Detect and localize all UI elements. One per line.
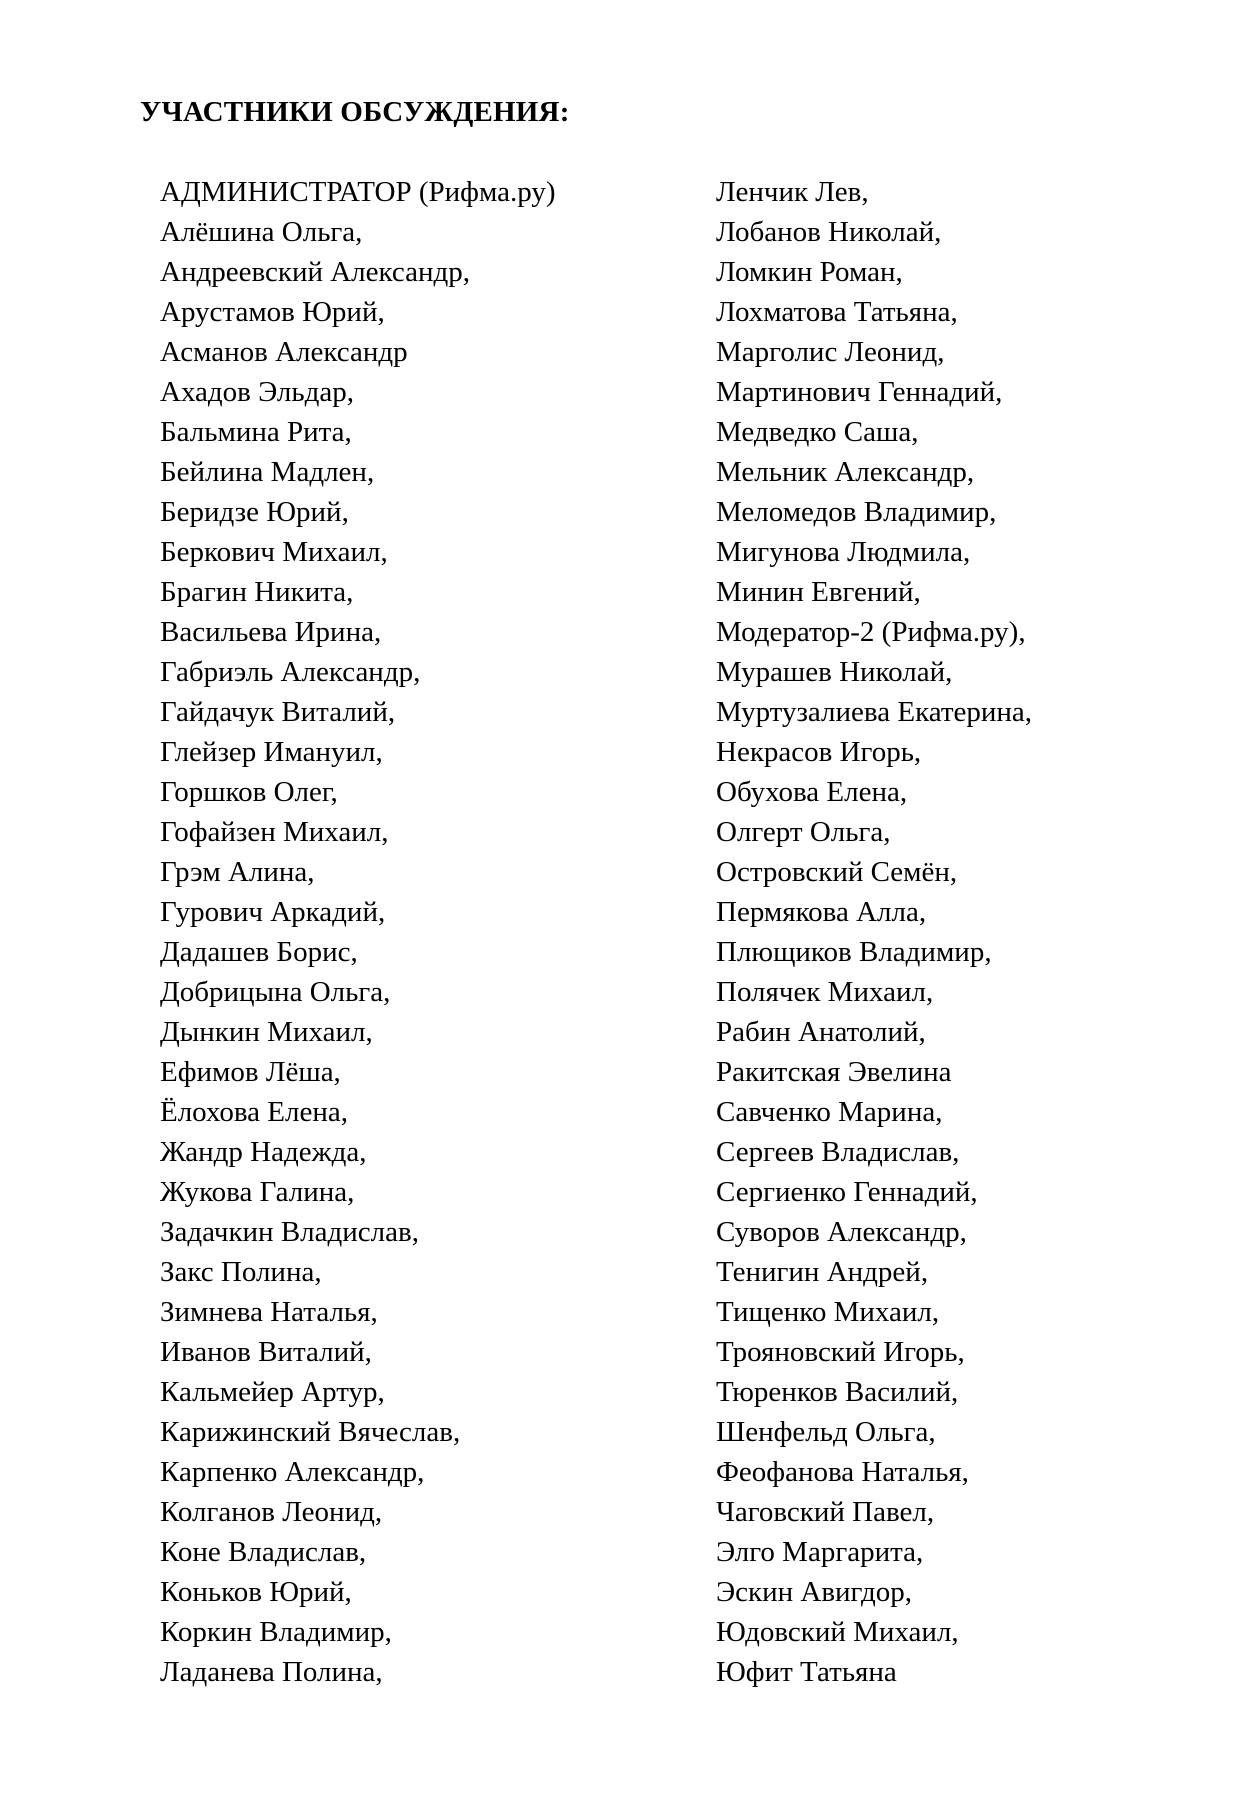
- participant-name: Жукова Галина,: [160, 1176, 355, 1208]
- participant-name: Кальмейер Артур,: [160, 1376, 385, 1408]
- page-title: УЧАСТНИКИ ОБСУЖДЕНИЯ:: [140, 96, 570, 128]
- participant-name: Гайдачук Виталий,: [160, 696, 396, 728]
- participant-name: Добрицына Ольга,: [160, 976, 391, 1008]
- participants-list-right: [716, 172, 1032, 1692]
- participant-name: Асманов Александр: [160, 336, 408, 368]
- participant-name: АДМИНИСТРАТОР (Рифма.ру): [160, 176, 556, 208]
- participant-name: Олгерт Ольга,: [716, 816, 891, 848]
- participant-name: Эскин Авигдор,: [716, 1576, 913, 1608]
- participant-name: Габриэль Александр,: [160, 656, 421, 688]
- participant-name: Карижинский Вячеслав,: [160, 1416, 461, 1448]
- participant-name: Юдовский Михаил,: [716, 1616, 959, 1648]
- participant-name: Ёлохова Елена,: [160, 1096, 348, 1128]
- participant-name: Медведко Саша,: [716, 416, 919, 448]
- participant-name: Ахадов Эльдар,: [160, 376, 354, 408]
- participant-name: Иванов Виталий,: [160, 1336, 372, 1368]
- participant-name: Коне Владислав,: [160, 1536, 367, 1568]
- participant-name: Ракитская Эвелина: [716, 1056, 952, 1088]
- participant-name: Беридзе Юрий,: [160, 496, 349, 528]
- participant-name: Тищенко Михаил,: [716, 1296, 940, 1328]
- participant-name: Шенфельд Ольга,: [716, 1416, 936, 1448]
- participant-name: Задачкин Владислав,: [160, 1216, 419, 1248]
- participant-name: Васильева Ирина,: [160, 616, 382, 648]
- participant-name: Жандр Надежда,: [160, 1136, 367, 1168]
- participant-name: Меломедов Владимир,: [716, 496, 997, 528]
- participant-name: Плющиков Владимир,: [716, 936, 992, 968]
- participant-name: Чаговский Павел,: [716, 1496, 935, 1528]
- participant-name: Бальмина Рита,: [160, 416, 352, 448]
- participant-name: Муртузалиева Екатерина,: [716, 696, 1033, 728]
- participant-name: Мигунова Людмила,: [716, 536, 971, 568]
- participant-name: Закс Полина,: [160, 1256, 322, 1288]
- participant-name: Беркович Михаил,: [160, 536, 388, 568]
- participant-name: Коркин Владимир,: [160, 1616, 392, 1648]
- participant-name: Минин Евгений,: [716, 576, 921, 608]
- participant-name: Ладанева Полина,: [160, 1656, 383, 1688]
- participant-name: Лобанов Николай,: [716, 216, 942, 248]
- participant-name: Арустамов Юрий,: [160, 296, 385, 328]
- participant-name: Горшков Олег,: [160, 776, 338, 808]
- participant-name: Грэм Алина,: [160, 856, 315, 888]
- participant-name: Савченко Марина,: [716, 1096, 943, 1128]
- participant-name: Суворов Александр,: [716, 1216, 967, 1248]
- participant-name: Сергеев Владислав,: [716, 1136, 960, 1168]
- participant-name: Гофайзен Михаил,: [160, 816, 389, 848]
- participant-name: Брагин Никита,: [160, 576, 354, 608]
- participant-name: Андреевский Александр,: [160, 256, 471, 288]
- participant-name: Дадашев Борис,: [160, 936, 358, 968]
- participant-name: Сергиенко Геннадий,: [716, 1176, 978, 1208]
- participant-name: Ленчик Лев,: [716, 176, 869, 208]
- participant-name: Мартинович Геннадий,: [716, 376, 1003, 408]
- participant-name: Обухова Елена,: [716, 776, 908, 808]
- participant-name: Мельник Александр,: [716, 456, 975, 488]
- participant-name: Юфит Татьяна: [716, 1656, 897, 1688]
- participant-name: Гурович Аркадий,: [160, 896, 386, 928]
- participant-name: Модератор-2 (Рифма.ру),: [716, 616, 1026, 648]
- participant-name: Карпенко Александр,: [160, 1456, 425, 1488]
- participant-name: Бейлина Мадлен,: [160, 456, 375, 488]
- participant-name: Тенигин Андрей,: [716, 1256, 929, 1288]
- participant-name: Ломкин Роман,: [716, 256, 903, 288]
- participant-name: Мурашев Николай,: [716, 656, 953, 688]
- participant-name: Лохматова Татьяна,: [716, 296, 958, 328]
- participant-name: Колганов Леонид,: [160, 1496, 383, 1528]
- participant-name: Ефимов Лёша,: [160, 1056, 341, 1088]
- participant-name: Марголис Леонид,: [716, 336, 945, 368]
- participant-name: Рабин Анатолий,: [716, 1016, 926, 1048]
- participant-name: Зимнева Наталья,: [160, 1296, 378, 1328]
- participant-name: Трояновский Игорь,: [716, 1336, 965, 1368]
- participant-name: Тюренков Василий,: [716, 1376, 959, 1408]
- participant-name: Островский Семён,: [716, 856, 958, 888]
- participant-name: Элго Маргарита,: [716, 1536, 924, 1568]
- participant-name: Феофанова Наталья,: [716, 1456, 969, 1488]
- participant-name: Дынкин Михаил,: [160, 1016, 373, 1048]
- participant-name: Пермякова Алла,: [716, 896, 927, 928]
- participant-name: Некрасов Игорь,: [716, 736, 922, 768]
- participant-name: Полячек Михаил,: [716, 976, 934, 1008]
- participant-name: Алёшина Ольга,: [160, 216, 363, 248]
- participants-list-left: [160, 172, 556, 1692]
- participant-name: Коньков Юрий,: [160, 1576, 352, 1608]
- participant-name: Глейзер Имануил,: [160, 736, 383, 768]
